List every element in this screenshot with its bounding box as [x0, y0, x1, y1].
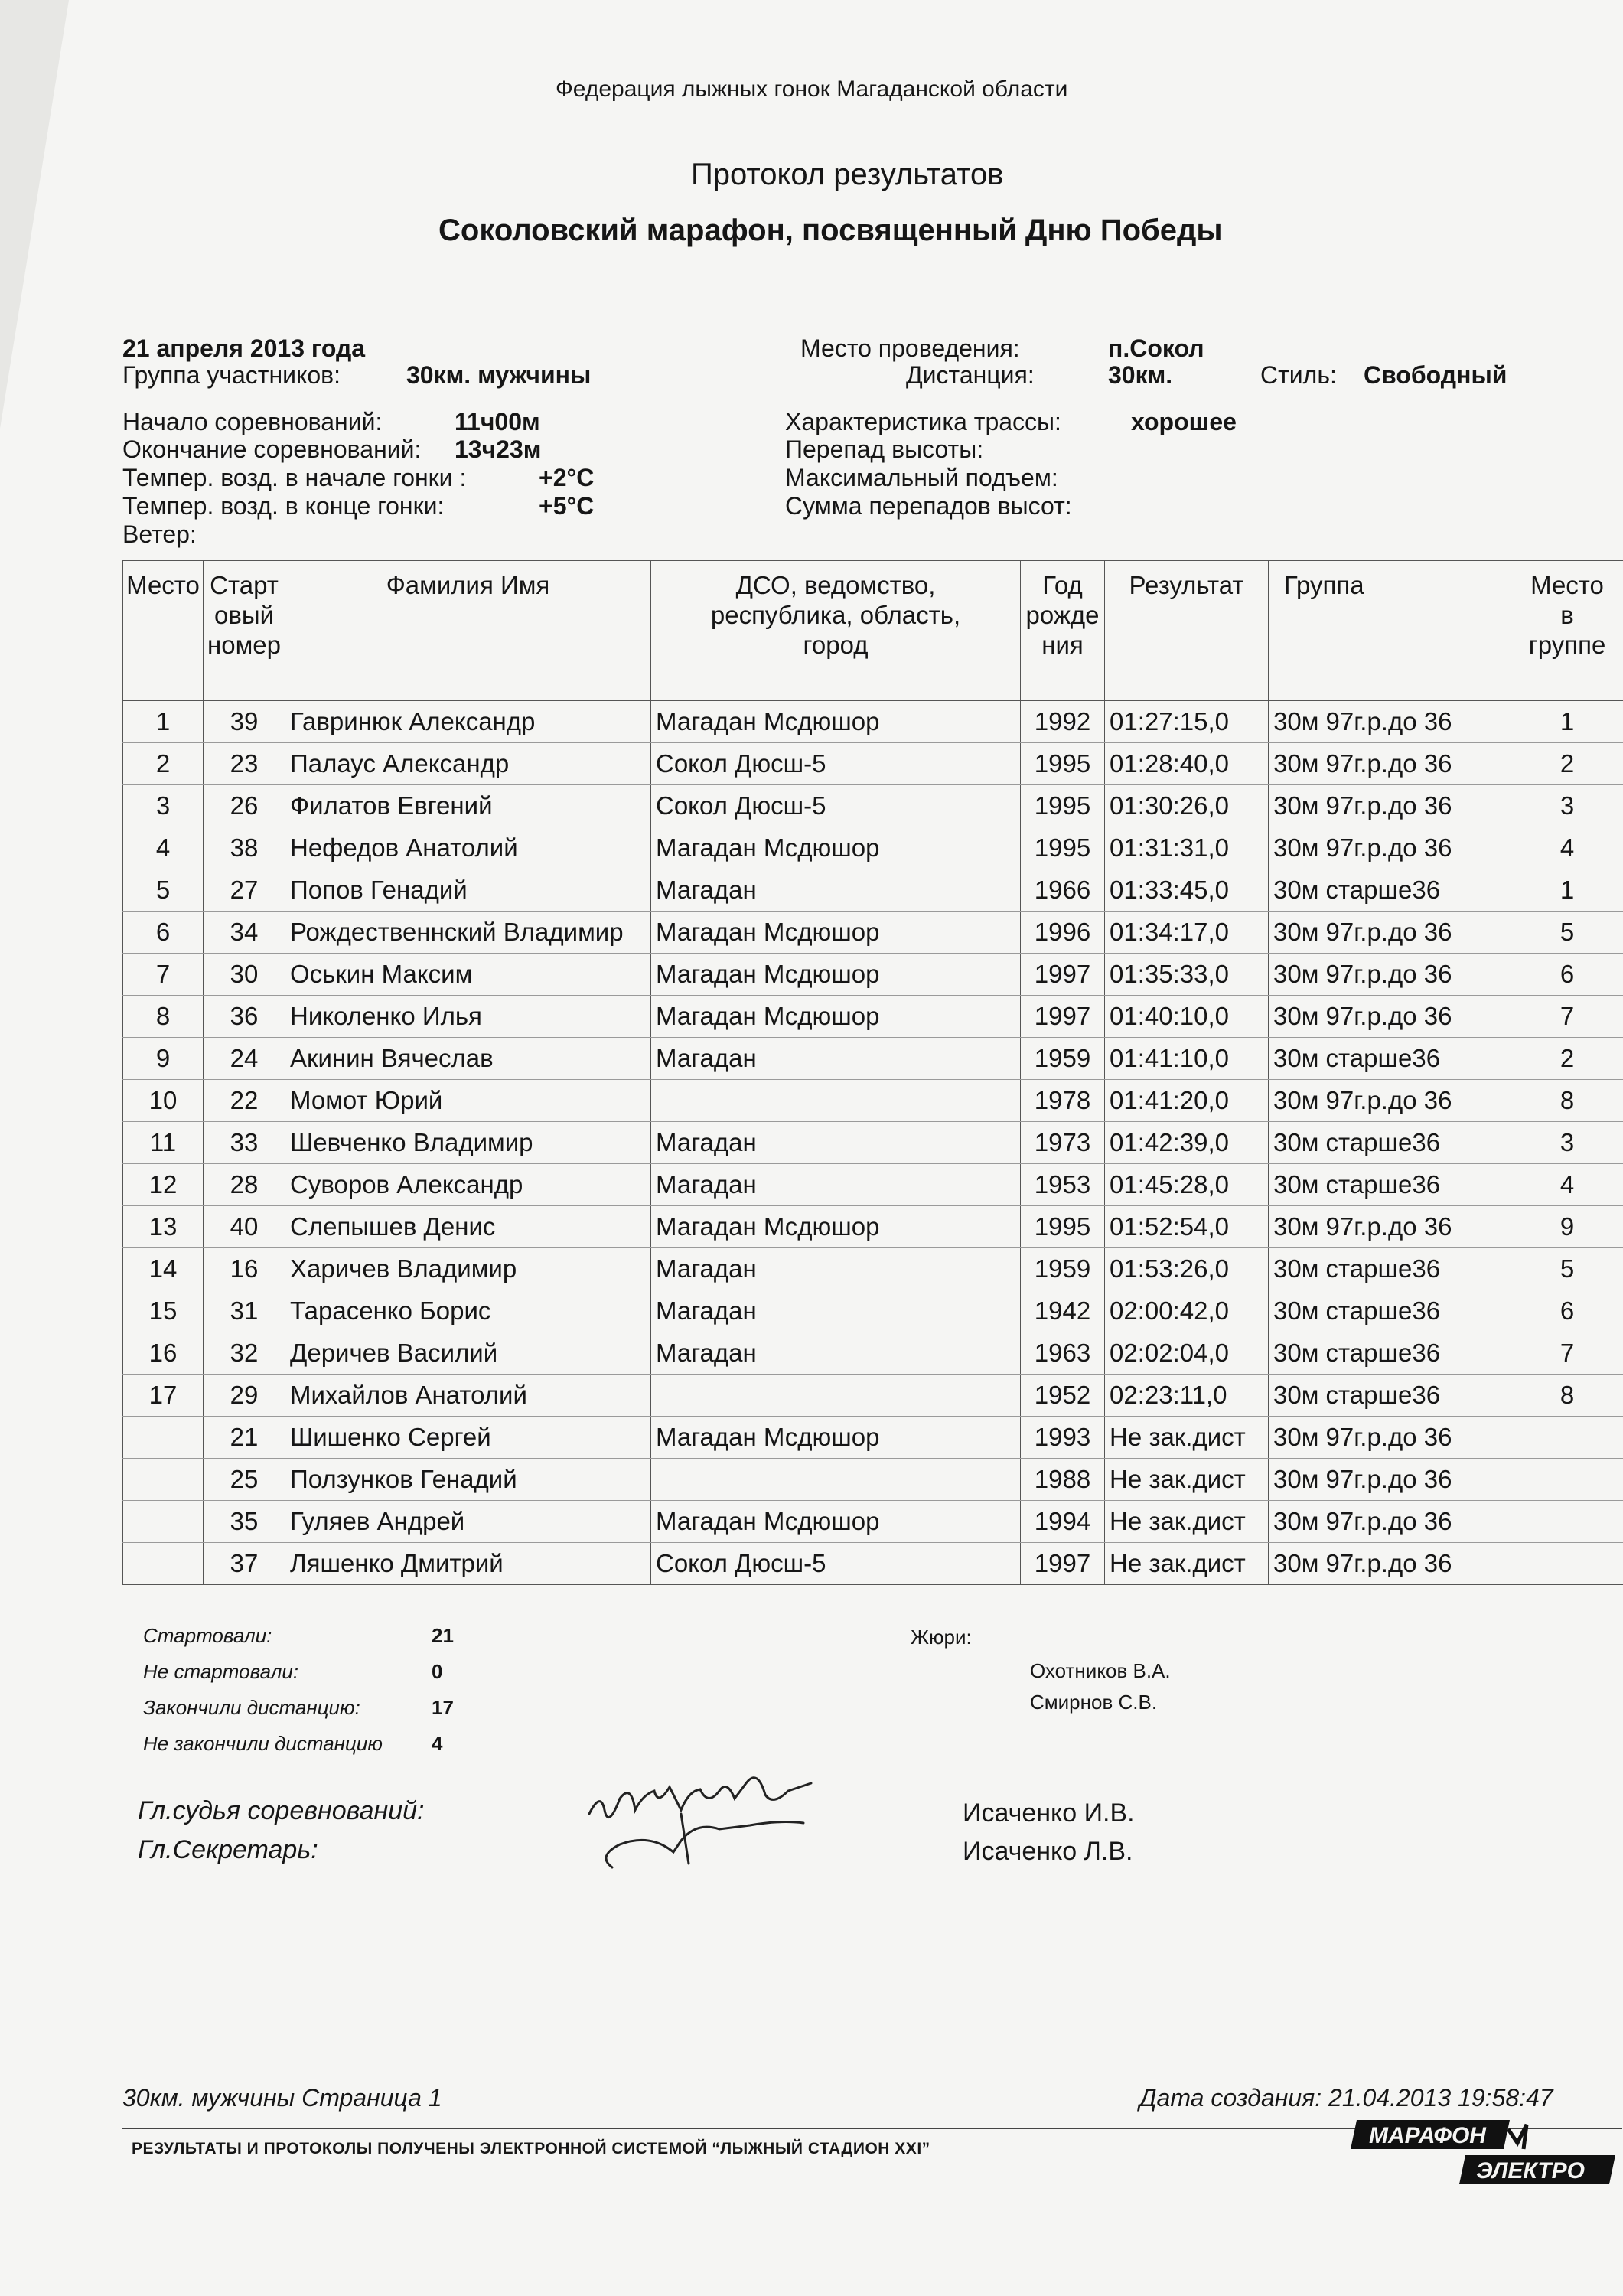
track-label: Характеристика трассы: [785, 408, 1061, 435]
cell-year: 1997 [1021, 954, 1105, 996]
cell-group: 30м старше36 [1269, 1332, 1511, 1375]
cell-club: Магадан Мсдюшор [651, 701, 1021, 743]
cell-name: Николенко Илья [285, 996, 651, 1038]
finished-label: Закончили дистанцию: [143, 1696, 360, 1719]
cell-result: 01:30:26,0 [1105, 785, 1269, 827]
group-value: 30км. мужчины [406, 361, 592, 389]
not-finished-value: 4 [432, 1732, 443, 1755]
cell-year: 1997 [1021, 996, 1105, 1038]
cell-group-place: 3 [1511, 785, 1623, 827]
table-row [123, 1417, 1623, 1459]
cell-group-place: 4 [1511, 827, 1623, 869]
cell-bib: 39 [204, 701, 285, 743]
jury-member: Смирнов С.В. [1030, 1691, 1158, 1714]
cell-bib: 22 [204, 1080, 285, 1122]
cell-group-place: 2 [1511, 743, 1623, 785]
page-fold-shadow [0, 0, 69, 429]
cell-result: 02:02:04,0 [1105, 1332, 1269, 1375]
cell-club: Магадан Мсдюшор [651, 912, 1021, 954]
cell-group-place: 1 [1511, 701, 1623, 743]
cell-place: 7 [123, 954, 204, 996]
cell-result: 01:42:39,0 [1105, 1122, 1269, 1164]
cell-result: Не зак.дист [1105, 1459, 1269, 1501]
table-row [123, 1122, 1623, 1164]
protocol-title: Протокол результатов [691, 158, 1004, 191]
cell-name: Попов Генадий [285, 869, 651, 912]
cell-bib: 37 [204, 1543, 285, 1585]
cell-group-place: 6 [1511, 954, 1623, 996]
cell-result: 01:34:17,0 [1105, 912, 1269, 954]
cell-group: 30м 97г.р.до 36 [1269, 1543, 1511, 1585]
cell-group-place: 6 [1511, 1290, 1623, 1332]
cell-year: 1993 [1021, 1417, 1105, 1459]
header-result: Результат [1105, 561, 1269, 701]
cell-name: Филатов Евгений [285, 785, 651, 827]
cell-club: Магадан Мсдюшор [651, 1206, 1021, 1248]
cell-bib: 31 [204, 1290, 285, 1332]
cell-group-place: 8 [1511, 1375, 1623, 1417]
cell-club: Магадан Мсдюшор [651, 827, 1021, 869]
cell-group: 30м старше36 [1269, 1038, 1511, 1080]
cell-bib: 25 [204, 1459, 285, 1501]
cell-place: 15 [123, 1290, 204, 1332]
cell-name: Акинин Вячеслав [285, 1038, 651, 1080]
cell-year: 1988 [1021, 1459, 1105, 1501]
table-row [123, 743, 1623, 785]
cell-place: 12 [123, 1164, 204, 1206]
cell-year: 1963 [1021, 1332, 1105, 1375]
cell-group-place [1511, 1501, 1623, 1543]
cell-group: 30м 97г.р.до 36 [1269, 1206, 1511, 1248]
table-row [123, 701, 1623, 743]
cell-place [123, 1417, 204, 1459]
svg-text:МАРАФОН: МАРАФОН [1369, 2123, 1486, 2148]
cell-group: 30м 97г.р.до 36 [1269, 1501, 1511, 1543]
cell-bib: 40 [204, 1206, 285, 1248]
cell-year: 1997 [1021, 1543, 1105, 1585]
header-club: ДСО, ведомство, республика, область, город [651, 561, 1021, 701]
cell-place: 4 [123, 827, 204, 869]
venue-label: Место проведения: [800, 334, 1020, 362]
cell-name: Оськин Максим [285, 954, 651, 996]
sum-climb-label: Сумма перепадов высот: [785, 492, 1072, 520]
cell-club: Магадан [651, 1164, 1021, 1206]
cell-place: 6 [123, 912, 204, 954]
started-value: 21 [432, 1624, 454, 1647]
jury-label: Жюри: [911, 1626, 972, 1649]
cell-club: Сокол Дюсш-5 [651, 743, 1021, 785]
cell-name: Гуляев Андрей [285, 1501, 651, 1543]
cell-club: Магадан Мсдюшор [651, 1501, 1021, 1543]
started-label: Стартовали: [143, 1624, 272, 1647]
distance-value: 30км. [1108, 361, 1173, 389]
table-row [123, 869, 1623, 912]
cell-group-place: 5 [1511, 912, 1623, 954]
svg-text:ЭЛЕКТРО: ЭЛЕКТРО [1476, 2158, 1585, 2183]
not-finished-label: Не закончили дистанцию [143, 1732, 383, 1755]
cell-bib: 16 [204, 1248, 285, 1290]
cell-bib: 34 [204, 912, 285, 954]
table-row [123, 827, 1623, 869]
cell-group: 30м 97г.р.до 36 [1269, 996, 1511, 1038]
cell-group: 30м старше36 [1269, 1164, 1511, 1206]
cell-name: Шишенко Сергей [285, 1417, 651, 1459]
cell-club: Магадан Мсдюшор [651, 996, 1021, 1038]
cell-group-place: 7 [1511, 996, 1623, 1038]
cell-year: 1995 [1021, 1206, 1105, 1248]
start-value: 11ч00м [455, 408, 540, 435]
table-row [123, 1375, 1623, 1417]
cell-bib: 35 [204, 1501, 285, 1543]
cell-club [651, 1459, 1021, 1501]
jury-member: Охотников В.А. [1030, 1659, 1171, 1682]
cell-name: Рождественнский Владимир [285, 912, 651, 954]
cell-place: 5 [123, 869, 204, 912]
table-row [123, 1038, 1623, 1080]
cell-club: Магадан [651, 1290, 1021, 1332]
cell-group: 30м старше36 [1269, 1122, 1511, 1164]
cell-group: 30м 97г.р.до 36 [1269, 827, 1511, 869]
cell-year: 1995 [1021, 827, 1105, 869]
cell-name: Михайлов Анатолий [285, 1375, 651, 1417]
cell-place: 11 [123, 1122, 204, 1164]
track-value: хорошее [1131, 408, 1237, 435]
end-label: Окончание соревнований: [122, 435, 422, 463]
cell-year: 1973 [1021, 1122, 1105, 1164]
cell-place [123, 1459, 204, 1501]
header-group: Группа [1269, 561, 1511, 701]
chief-judge-name: Исаченко И.В. [963, 1799, 1135, 1828]
table-row [123, 996, 1623, 1038]
cell-year: 1996 [1021, 912, 1105, 954]
cell-group: 30м старше36 [1269, 1375, 1511, 1417]
cell-club: Сокол Дюсш-5 [651, 785, 1021, 827]
cell-bib: 27 [204, 869, 285, 912]
cell-year: 1978 [1021, 1080, 1105, 1122]
cell-year: 1995 [1021, 743, 1105, 785]
cell-place [123, 1543, 204, 1585]
cell-result: 02:00:42,0 [1105, 1290, 1269, 1332]
cell-group: 30м старше36 [1269, 1248, 1511, 1290]
cell-group-place: 3 [1511, 1122, 1623, 1164]
table-row [123, 1080, 1623, 1122]
cell-bib: 32 [204, 1332, 285, 1375]
footer-page-label: 30км. мужчины Страница 1 [122, 2084, 442, 2112]
cell-result: 01:52:54,0 [1105, 1206, 1269, 1248]
temp-start-value: +2°C [539, 464, 595, 491]
header-name: Фамилия Имя [285, 561, 651, 701]
cell-group: 30м 97г.р.до 36 [1269, 1459, 1511, 1501]
cell-bib: 33 [204, 1122, 285, 1164]
height-diff-label: Перепад высоты: [785, 435, 984, 463]
table-row [123, 1248, 1623, 1290]
table-row [123, 1206, 1623, 1248]
cell-bib: 36 [204, 996, 285, 1038]
cell-place: 10 [123, 1080, 204, 1122]
cell-club: Магадан [651, 869, 1021, 912]
cell-name: Тарасенко Борис [285, 1290, 651, 1332]
start-label: Начало соревнований: [122, 408, 383, 435]
cell-group-place: 7 [1511, 1332, 1623, 1375]
table-header-row [123, 561, 1623, 701]
cell-year: 1952 [1021, 1375, 1105, 1417]
cell-club: Магадан [651, 1038, 1021, 1080]
cell-year: 1953 [1021, 1164, 1105, 1206]
cell-result: 01:41:20,0 [1105, 1080, 1269, 1122]
cell-result: 01:45:28,0 [1105, 1164, 1269, 1206]
cell-name: Гавринюк Александр [285, 701, 651, 743]
cell-year: 1992 [1021, 701, 1105, 743]
cell-place: 8 [123, 996, 204, 1038]
cell-name: Нефедов Анатолий [285, 827, 651, 869]
cell-result: 01:35:33,0 [1105, 954, 1269, 996]
cell-bib: 38 [204, 827, 285, 869]
header-place: Место [123, 561, 204, 701]
cell-name: Деричев Василий [285, 1332, 651, 1375]
race-date: 21 апреля 2013 года [122, 334, 366, 362]
cell-bib: 30 [204, 954, 285, 996]
cell-result: 01:31:31,0 [1105, 827, 1269, 869]
cell-name: Харичев Владимир [285, 1248, 651, 1290]
cell-club [651, 1375, 1021, 1417]
cell-club: Магадан Мсдюшор [651, 954, 1021, 996]
cell-place: 9 [123, 1038, 204, 1080]
cell-year: 1959 [1021, 1038, 1105, 1080]
cell-group-place: 1 [1511, 869, 1623, 912]
cell-place: 17 [123, 1375, 204, 1417]
cell-result: 01:40:10,0 [1105, 996, 1269, 1038]
style-value: Свободный [1364, 361, 1507, 389]
cell-place: 2 [123, 743, 204, 785]
cell-place: 1 [123, 701, 204, 743]
table-row [123, 912, 1623, 954]
cell-result: 02:23:11,0 [1105, 1375, 1269, 1417]
cell-name: Слепышев Денис [285, 1206, 651, 1248]
cell-club: Магадан [651, 1332, 1021, 1375]
distance-label: Дистанция: [906, 361, 1035, 389]
end-value: 13ч23м [455, 435, 542, 463]
signature-image [566, 1737, 826, 1890]
header-group-place: Место в группе [1511, 561, 1623, 701]
cell-group-place: 8 [1511, 1080, 1623, 1122]
cell-club: Магадан Мсдюшор [651, 1417, 1021, 1459]
cell-result: 01:33:45,0 [1105, 869, 1269, 912]
header-bib: Старт овый номер [204, 561, 285, 701]
cell-group-place [1511, 1459, 1623, 1501]
max-climb-label: Максимальный подъем: [785, 464, 1058, 491]
temp-end-label: Темпер. возд. в конце гонки: [122, 492, 445, 520]
cell-result: Не зак.дист [1105, 1543, 1269, 1585]
not-started-label: Не стартовали: [143, 1660, 299, 1683]
cell-group: 30м 97г.р.до 36 [1269, 1417, 1511, 1459]
cell-group: 30м старше36 [1269, 869, 1511, 912]
cell-group-place: 5 [1511, 1248, 1623, 1290]
cell-name: Ляшенко Дмитрий [285, 1543, 651, 1585]
table-row [123, 1459, 1623, 1501]
cell-result: 01:28:40,0 [1105, 743, 1269, 785]
chief-judge-label: Гл.судья соревнований: [138, 1796, 425, 1825]
marathon-electro-logo [1351, 2115, 1620, 2189]
results-table [122, 560, 1623, 1585]
cell-club: Магадан [651, 1248, 1021, 1290]
table-row [123, 1290, 1623, 1332]
group-label: Группа участников: [122, 361, 341, 389]
cell-place: 14 [123, 1248, 204, 1290]
style-label: Стиль: [1260, 361, 1337, 389]
cell-year: 1966 [1021, 869, 1105, 912]
cell-bib: 28 [204, 1164, 285, 1206]
cell-group-place: 4 [1511, 1164, 1623, 1206]
secretary-name: Исаченко Л.В. [963, 1837, 1133, 1866]
cell-result: Не зак.дист [1105, 1501, 1269, 1543]
temp-start-label: Темпер. возд. в начале гонки : [122, 464, 467, 491]
cell-club [651, 1080, 1021, 1122]
cell-year: 1942 [1021, 1290, 1105, 1332]
cell-year: 1995 [1021, 785, 1105, 827]
wind-label: Ветер: [122, 520, 197, 548]
footer-created-date: Дата создания: 21.04.2013 19:58:47 [1139, 2084, 1553, 2112]
cell-group-place: 9 [1511, 1206, 1623, 1248]
not-started-value: 0 [432, 1660, 443, 1683]
cell-name: Шевченко Владимир [285, 1122, 651, 1164]
finished-value: 17 [432, 1696, 454, 1719]
event-title: Соколовский марафон, посвященный Дню Победы [438, 214, 1223, 247]
cell-name: Суворов Александр [285, 1164, 651, 1206]
cell-place: 13 [123, 1206, 204, 1248]
table-row [123, 785, 1623, 827]
footer-system-note: РЕЗУЛЬТАТЫ И ПРОТОКОЛЫ ПОЛУЧЕНЫ ЭЛЕКТРОННОЙ СИСТЕМОЙ “ЛЫЖНЫЙ СТАДИОН XXI” [132, 2140, 930, 2157]
cell-bib: 29 [204, 1375, 285, 1417]
cell-group-place: 2 [1511, 1038, 1623, 1080]
cell-group: 30м 97г.р.до 36 [1269, 701, 1511, 743]
cell-result: 01:27:15,0 [1105, 701, 1269, 743]
table-row [123, 1501, 1623, 1543]
cell-bib: 26 [204, 785, 285, 827]
cell-year: 1994 [1021, 1501, 1105, 1543]
cell-place: 3 [123, 785, 204, 827]
cell-name: Палаус Александр [285, 743, 651, 785]
table-row [123, 1332, 1623, 1375]
cell-bib: 24 [204, 1038, 285, 1080]
cell-club: Сокол Дюсш-5 [651, 1543, 1021, 1585]
temp-end-value: +5°C [539, 492, 595, 520]
cell-result: Не зак.дист [1105, 1417, 1269, 1459]
cell-club: Магадан [651, 1122, 1021, 1164]
cell-group: 30м 97г.р.до 36 [1269, 785, 1511, 827]
header-year: Год рожде ния [1021, 561, 1105, 701]
table-row [123, 954, 1623, 996]
cell-result: 01:53:26,0 [1105, 1248, 1269, 1290]
cell-group-place [1511, 1417, 1623, 1459]
cell-name: Ползунков Генадий [285, 1459, 651, 1501]
cell-group: 30м старше36 [1269, 1290, 1511, 1332]
cell-place [123, 1501, 204, 1543]
cell-group: 30м 97г.р.до 36 [1269, 1080, 1511, 1122]
cell-bib: 23 [204, 743, 285, 785]
federation-title: Федерация лыжных гонок Магаданской области [556, 77, 1068, 102]
cell-group-place [1511, 1543, 1623, 1585]
cell-place: 16 [123, 1332, 204, 1375]
cell-bib: 21 [204, 1417, 285, 1459]
secretary-label: Гл.Секретарь: [138, 1835, 318, 1864]
venue-value: п.Сокол [1108, 334, 1204, 362]
cell-group: 30м 97г.р.до 36 [1269, 954, 1511, 996]
cell-group: 30м 97г.р.до 36 [1269, 912, 1511, 954]
cell-name: Момот Юрий [285, 1080, 651, 1122]
table-row [123, 1164, 1623, 1206]
cell-group: 30м 97г.р.до 36 [1269, 743, 1511, 785]
cell-result: 01:41:10,0 [1105, 1038, 1269, 1080]
cell-year: 1959 [1021, 1248, 1105, 1290]
table-row [123, 1543, 1623, 1585]
